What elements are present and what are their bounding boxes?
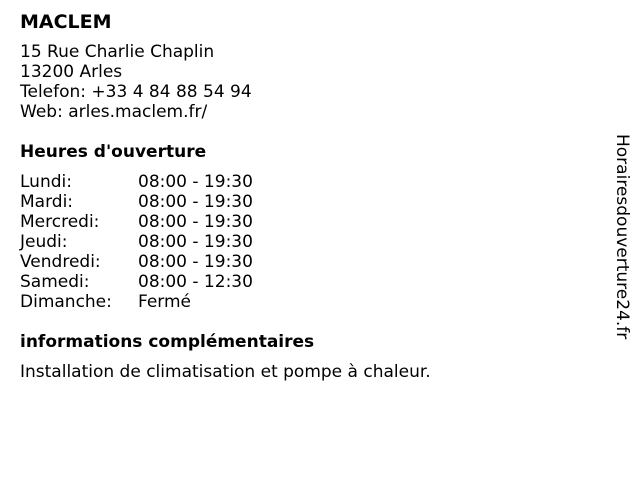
time-range: Fermé [138, 292, 192, 312]
hours-row-monday [20, 172, 580, 192]
day-label: Lundi: [20, 172, 72, 192]
day-label: Jeudi: [20, 232, 68, 252]
time-range: 08:00 - 19:30 [138, 172, 253, 192]
time-range: 08:00 - 12:30 [138, 272, 253, 292]
additional-info-text: Installation de climatisation et pompe à chaleur. [20, 362, 431, 382]
time-range: 08:00 - 19:30 [138, 212, 253, 232]
hours-row-tuesday [20, 192, 580, 212]
business-card [20, 10, 580, 382]
hours-row-sunday [20, 292, 580, 312]
time-range: 08:00 - 19:30 [138, 232, 253, 252]
opening-hours-table [20, 172, 580, 312]
day-label: Mardi: [20, 192, 74, 212]
opening-hours-heading: Heures d'ouverture [20, 142, 207, 162]
business-name: MACLEM [20, 11, 112, 33]
city-postcode: 13200 Arles [20, 62, 123, 82]
day-label: Samedi: [20, 272, 90, 292]
street-address: 15 Rue Charlie Chaplin [20, 42, 215, 62]
hours-row-friday [20, 252, 580, 272]
day-label: Mercredi: [20, 212, 100, 232]
time-range: 08:00 - 19:30 [138, 252, 253, 272]
website: Web: arles.maclem.fr/ [20, 102, 208, 122]
time-range: 08:00 - 19:30 [138, 192, 253, 212]
day-label: Vendredi: [20, 252, 101, 272]
hours-row-thursday [20, 232, 580, 252]
hours-row-wednesday [20, 212, 580, 232]
hours-row-saturday [20, 272, 580, 292]
address-block [20, 42, 580, 122]
site-watermark: Horairesdouverture24.fr [612, 134, 632, 340]
phone-number: Telefon: +33 4 84 88 54 94 [20, 82, 252, 102]
day-label: Dimanche: [20, 292, 112, 312]
additional-info-heading: informations complémentaires [20, 332, 315, 352]
